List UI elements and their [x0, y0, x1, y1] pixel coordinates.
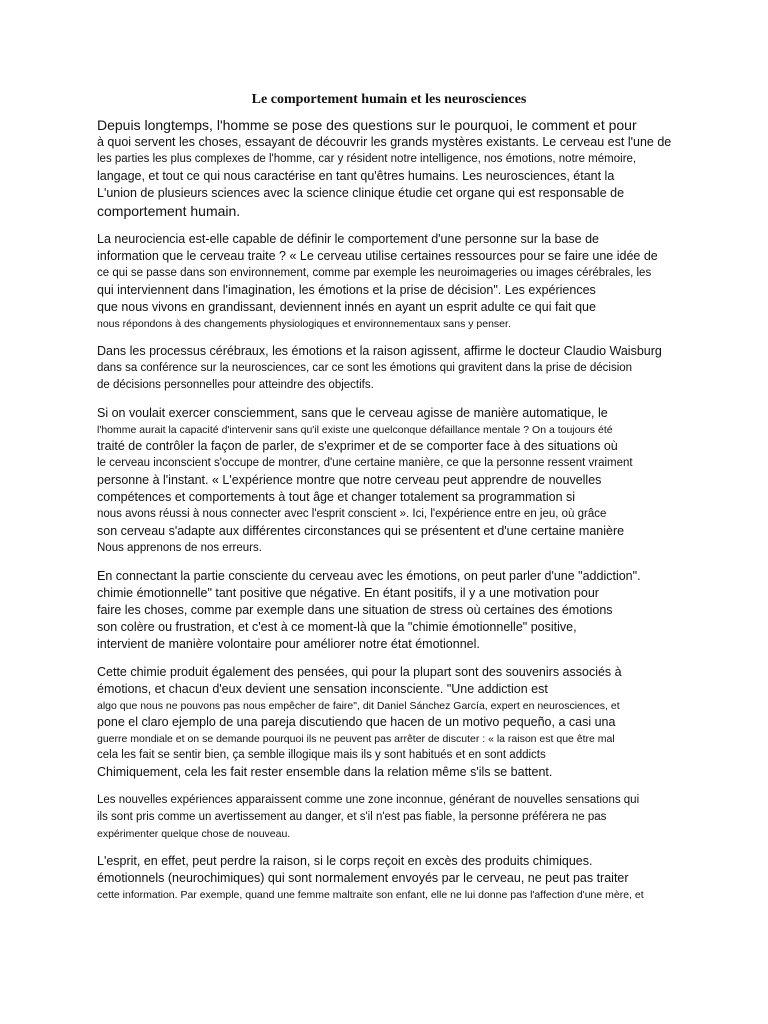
text-line: faire les choses, comme par exemple dans une situation de stress où certaines des émotions [97, 603, 613, 617]
text-line: nous répondons à des changements physiologiques et environnementaux sans y penser. [97, 318, 511, 330]
text-line: son cerveau s'adapte aux différentes circonstances qui se présentent et d'une certaine manière [97, 524, 625, 538]
text-line: ce qui se passe dans son environnement, comme par exemple les neuroimageries ou images cérébrales, les [97, 267, 652, 279]
text-line: Depuis longtemps, l'homme se pose des questions sur le pourquoi, le comment et pour [97, 117, 637, 133]
text-line: émotions, et chacun d'eux devient une sensation inconsciente. "Une addiction est [97, 682, 548, 696]
text-line: L'esprit, en effet, peut perdre la raison, si le corps reçoit en excès des produits chimiques. [97, 854, 593, 868]
paragraph-1 [97, 116, 722, 220]
text-line: de décisions personnelles pour atteindre des objectifs. [97, 379, 374, 391]
text-line: le cerveau inconscient s'occupe de montrer, d'une certaine manière, ce que la personne ressent vraiment [97, 457, 633, 469]
text-line: ils sont pris comme un avertissement au danger, et s'il n'est pas fiable, la personne préférera ne pas [97, 811, 607, 823]
text-line: qui interviennent dans l'imagination, les émotions et la prise de décision". Les expériences [97, 283, 596, 297]
text-line: intervient de manière volontaire pour améliorer notre état émotionnel. [97, 637, 480, 651]
text-line: L'union de plusieurs sciences avec la science clinique étudie cet organe qui est responsable de [97, 186, 625, 200]
text-line: à quoi servent les choses, essayant de découvrir les grands mystères existants. Le cerveau est l'une de [97, 135, 672, 149]
text-line: expérimenter quelque chose de nouveau. [97, 828, 291, 840]
text-line: émotionnels (neurochimiques) qui sont normalement envoyés par le cerveau, ne peut pas traiter [97, 871, 629, 885]
text-line: Si on voulait exercer consciemment, sans que le cerveau agisse de manière automatique, le [97, 406, 608, 420]
text-line: les parties les plus complexes de l'homme, car y résident notre intelligence, nos émotions, notre mémoire, [97, 153, 637, 165]
text-line: dans sa conférence sur la neurosciences, car ce sont les émotions qui gravitent dans la prise de décision [97, 362, 633, 374]
text-line: son colère ou frustration, et c'est à ce moment-là que la "chimie émotionnelle" positive, [97, 620, 577, 634]
paragraph-5 [97, 568, 722, 653]
text-line: nous avons réussi à nous connecter avec l'esprit conscient ». Ici, l'expérience entre en jeu, où grâce [97, 508, 607, 520]
text-line: Dans les processus cérébraux, les émotions et la raison agissent, affirme le docteur Claudio Waisburg [97, 344, 662, 358]
text-line: compétences et comportements à tout âge et changer totalement sa programmation si [97, 490, 576, 504]
text-line: La neurociencia est-elle capable de définir le comportement d'une personne sur la base de [97, 232, 600, 246]
text-line: algo que nous ne pouvons pas nous empêcher de faire", dit Daniel Sánchez García, expert en neurosciences, et [97, 700, 620, 712]
text-line: pone el claro ejemplo de una pareja discutiendo que hacen de un motivo pequeño, a casi una [97, 715, 616, 729]
text-line: Cette chimie produit également des pensées, qui pour la plupart sont des souvenirs associés à [97, 665, 622, 679]
text-line: langage, et tout ce qui nous caractérise en tant qu'êtres humains. Les neurosciences, étant la [97, 169, 615, 183]
paragraph-6 [97, 664, 722, 781]
paragraph-2 [97, 231, 722, 332]
text-line: En connectant la partie consciente du cerveau avec les émotions, on peut parler d'une "addiction". [97, 569, 641, 583]
paragraph-3 [97, 343, 722, 394]
text-line: cela les fait se sentir bien, ça semble illogique mais ils y sont habitués et en sont addicts [97, 749, 546, 761]
text-line: chimie émotionnelle" tant positive que négative. En étant positifs, il y a une motivation pour [97, 586, 599, 600]
text-line: traité de contrôler la façon de parler, de s'exprimer et de se comporter face à des situations où [97, 439, 618, 453]
document-title: Le comportement humain et les neurosciences [251, 92, 527, 107]
paragraph-7 [97, 792, 722, 842]
paragraph-4 [97, 405, 722, 557]
text-line: guerre mondiale et on se demande pourquoi ils ne peuvent pas arrêter de discuter : « la raison est que être mal [97, 733, 615, 745]
text-line: information que le cerveau traite ? « Le cerveau utilise certaines ressources pour se faire une idée de [97, 249, 658, 263]
text-line: personne à l'instant. « L'expérience montre que notre cerveau peut apprendre de nouvelles [97, 473, 602, 487]
text-line: que nous vivons en grandissant, deviennent innés en ayant un esprit adulte ce qui fait que [97, 300, 596, 314]
text-line: Nous apprenons de nos erreurs. [97, 542, 262, 554]
text-line: Les nouvelles expériences apparaissent comme une zone inconnue, générant de nouvelles sensations qui [97, 794, 640, 806]
text-line: l'homme aurait la capacité d'intervenir sans qu'il existe une quelconque défaillance mentale ? On a toujours été [97, 424, 613, 436]
document-body [97, 116, 722, 914]
paragraph-8 [97, 853, 722, 903]
text-line: comportement humain. [97, 203, 241, 219]
text-line: Chimiquement, cela les fait rester ensemble dans la relation même s'ils se battent. [97, 765, 553, 779]
text-line: cette information. Par exemple, quand une femme maltraite son enfant, elle ne lui donne pas l'affection d'une mère, et [97, 889, 644, 901]
